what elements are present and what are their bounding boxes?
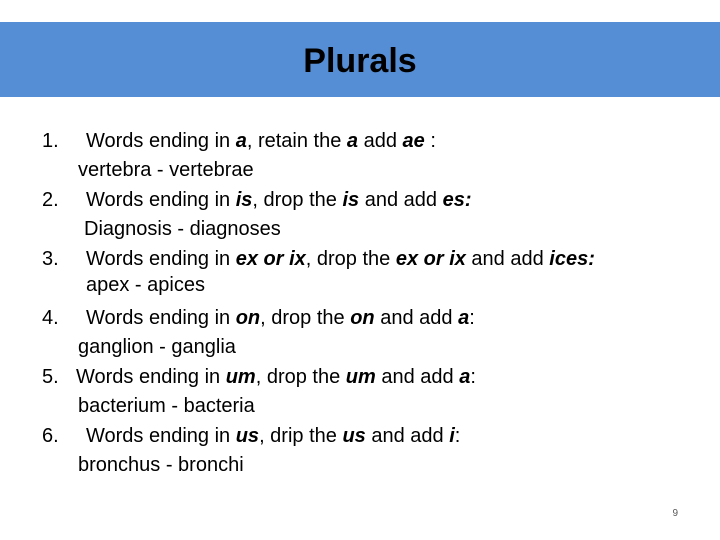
list-item	[42, 421, 682, 480]
rule-text: Words ending in ex or ix, drop the ex or ix and add ices:	[86, 248, 595, 270]
list-item	[42, 362, 682, 421]
list-item	[42, 126, 682, 185]
rule-text: Words ending in um, drop the um and add a:	[76, 366, 476, 388]
list-item	[42, 303, 682, 362]
rule-example: Diagnosis - diagnoses	[84, 218, 281, 240]
item-number: 3.	[42, 248, 59, 270]
item-number: 2.	[42, 189, 59, 211]
rule-example: ganglion - ganglia	[78, 336, 236, 358]
rule-text: Words ending in us, drip the us and add i:	[86, 425, 461, 447]
title-bar	[0, 22, 720, 97]
item-number: 4.	[42, 307, 59, 329]
list-item	[42, 244, 682, 303]
slide-title: Plurals	[303, 42, 417, 80]
plural-rules-list	[42, 126, 682, 480]
rule-example: apex - apices	[86, 274, 205, 296]
list-item	[42, 185, 682, 244]
rule-example: bronchus - bronchi	[78, 454, 244, 476]
page-number: 9	[672, 508, 678, 519]
rule-example: bacterium - bacteria	[78, 395, 255, 417]
rule-text: Words ending in on, drop the on and add a:	[86, 307, 475, 329]
rule-text: Words ending in a, retain the a add ae :	[86, 130, 436, 152]
item-number: 1.	[42, 130, 59, 152]
item-number: 5.	[42, 366, 59, 388]
rule-example: vertebra - vertebrae	[78, 159, 254, 181]
item-number: 6.	[42, 425, 59, 447]
rule-text: Words ending in is, drop the is and add es:	[86, 189, 472, 211]
